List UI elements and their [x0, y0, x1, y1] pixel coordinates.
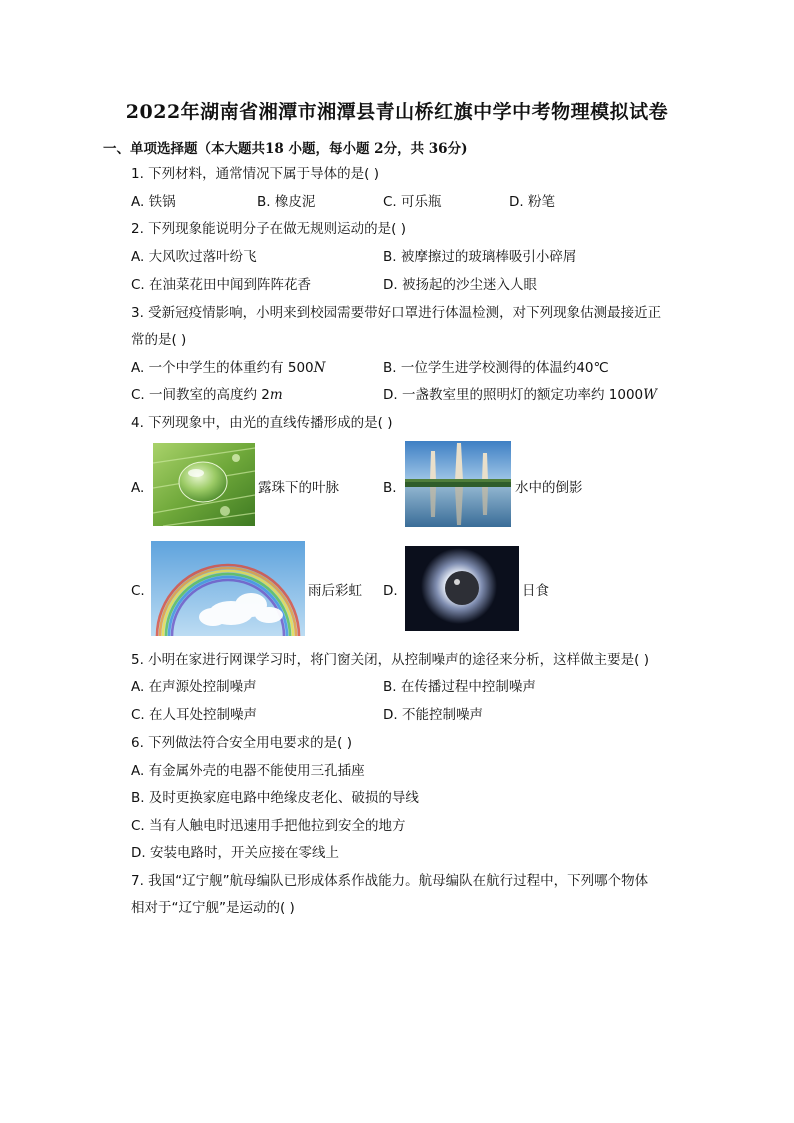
- question-3-option-d: [383, 386, 657, 404]
- question-2-option-d: D. 被扬起的沙尘迷入人眼: [383, 277, 537, 293]
- question-4-option-b-caption: 水中的倒影: [515, 480, 583, 496]
- question-3-option-a: [131, 359, 325, 377]
- pagoda-reflection-image: [405, 441, 511, 527]
- question-3-option-c: [131, 386, 283, 404]
- page-title: 2022年湖南省湘潭市湘潭县青山桥红旗中学中考物理模拟试卷: [125, 101, 669, 123]
- option-a-text: A. 一个中学生的体重约有 500: [131, 360, 314, 376]
- option-a-unit: N: [313, 360, 326, 376]
- question-3-stem-line-1: 3. 受新冠疫情影响，小明来到校园需要带好口罩进行体温检测，对下列现象估测最接近正: [131, 305, 662, 321]
- question-4-option-b-letter: B.: [383, 480, 397, 496]
- question-4-option-c-caption: 雨后彩虹: [308, 583, 362, 599]
- question-5-stem: 5. 小明在家进行网课学习时，将门窗关闭，从控制噪声的途径来分析，这样做主要是( ): [131, 652, 649, 668]
- question-3-stem-line-2: 常的是( ): [131, 332, 187, 348]
- question-2-option-b: B. 被摩擦过的玻璃棒吸引小碎屑: [383, 249, 577, 265]
- question-1-stem: 1. 下列材料，通常情况下属于导体的是( ): [131, 166, 379, 182]
- question-6-option-b: B. 及时更换家庭电路中绝缘皮老化、破损的导线: [131, 790, 419, 806]
- question-2-option-c: C. 在油菜花田中闻到阵阵花香: [131, 277, 312, 293]
- question-6-stem: 6. 下列做法符合安全用电要求的是( ): [131, 735, 352, 751]
- question-6-option-a: A. 有金属外壳的电器不能使用三孔插座: [131, 763, 365, 779]
- question-5-option-b: B. 在传播过程中控制噪声: [383, 679, 536, 695]
- question-4-stem: 4. 下列现象中，由光的直线传播形成的是( ): [131, 415, 393, 431]
- question-7-stem-line-2: 相对于“辽宁舰”是运动的( ): [131, 900, 295, 916]
- option-d-text: D. 一盏教室里的照明灯的额定功率约 1000: [383, 387, 644, 403]
- question-4-option-a-letter: A.: [131, 480, 145, 496]
- rainbow-image: [151, 541, 305, 636]
- option-d-unit: W: [643, 387, 658, 403]
- question-4-option-d-caption: 日食: [522, 583, 549, 599]
- question-6-option-c: C. 当有人触电时迅速用手把他拉到安全的地方: [131, 818, 406, 834]
- question-7-stem-line-1: 7. 我国“辽宁舰”航母编队已形成体系作战能力。航母编队在航行过程中，下列哪个物体: [131, 873, 649, 889]
- option-c-text: C. 一间教室的高度约 2: [131, 387, 270, 403]
- question-1-option-d: D. 粉笔: [509, 194, 555, 210]
- question-4-option-d-letter: D.: [383, 583, 398, 599]
- section-heading: 一、单项选择题（本大题共18 小题，每小题 2分，共 36分): [103, 141, 468, 157]
- question-2-stem: 2. 下列现象能说明分子在做无规则运动的是( ): [131, 221, 406, 237]
- question-1-option-a: A. 铁锅: [131, 194, 176, 210]
- question-4-option-a-caption: 露珠下的叶脉: [258, 480, 339, 496]
- option-c-unit: m: [269, 387, 283, 403]
- question-5-option-c: C. 在人耳处控制噪声: [131, 707, 258, 723]
- question-4-option-c-letter: C.: [131, 583, 145, 599]
- question-3-option-b: B. 一位学生进学校测得的体温约40℃: [383, 360, 609, 376]
- question-6-option-d: D. 安装电路时，开关应接在零线上: [131, 845, 339, 861]
- question-5-option-a: A. 在声源处控制噪声: [131, 679, 257, 695]
- question-5-option-d: D. 不能控制噪声: [383, 707, 483, 723]
- question-1-option-b: B. 橡皮泥: [257, 194, 316, 210]
- question-2-option-a: A. 大风吹过落叶纷飞: [131, 249, 257, 265]
- question-1-option-c: C. 可乐瓶: [383, 194, 442, 210]
- dewdrop-leaf-image: [153, 443, 255, 526]
- solar-eclipse-image: [405, 546, 519, 631]
